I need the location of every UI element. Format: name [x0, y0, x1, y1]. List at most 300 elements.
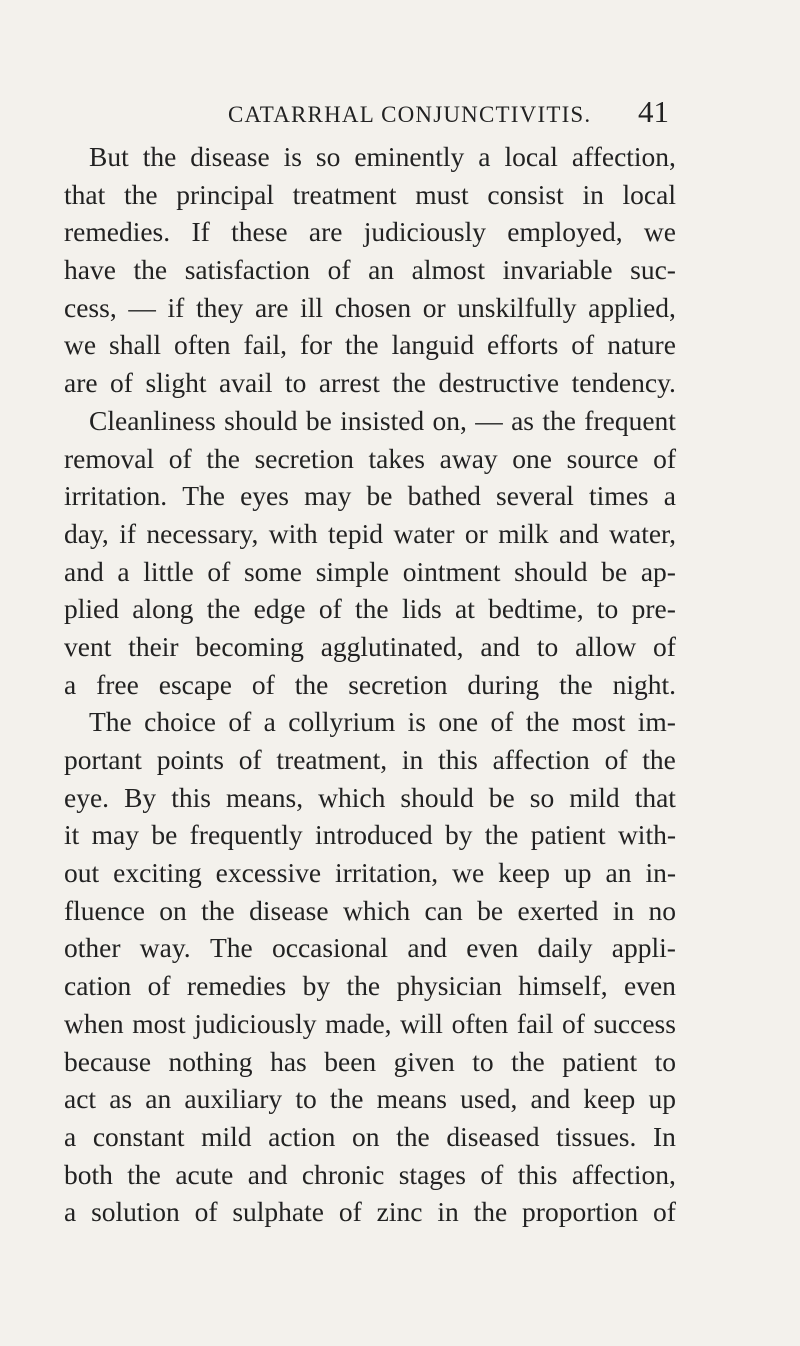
- word: proportion: [522, 1196, 639, 1228]
- word: the: [559, 668, 593, 700]
- word: mild: [201, 1120, 252, 1152]
- word: of: [194, 1196, 218, 1228]
- word: eyes: [240, 480, 289, 512]
- word: disease: [249, 894, 329, 926]
- word: the: [473, 1196, 508, 1228]
- word: can: [424, 894, 463, 926]
- word: free: [96, 668, 139, 700]
- word: daily: [537, 932, 593, 964]
- word: —: [128, 291, 156, 323]
- word: on,: [432, 404, 467, 436]
- word: shall: [109, 329, 161, 361]
- word: frequently: [189, 819, 303, 851]
- word: ointment: [402, 555, 501, 587]
- word: some: [243, 555, 303, 587]
- text-line: [64, 929, 676, 967]
- word: away: [439, 442, 498, 474]
- word: a: [64, 1196, 77, 1228]
- word: at: [454, 593, 475, 625]
- word: of: [561, 1007, 585, 1039]
- word: constant: [92, 1120, 185, 1152]
- word: mild: [569, 781, 620, 813]
- word: and: [480, 630, 521, 662]
- word: introduced: [315, 819, 433, 851]
- word: used,: [460, 1083, 518, 1115]
- word: which: [318, 781, 386, 813]
- word: remedies.: [64, 216, 171, 248]
- word: edge: [253, 593, 306, 625]
- text-line: [64, 213, 676, 251]
- word: nothing: [168, 1045, 253, 1077]
- word: the: [133, 254, 168, 286]
- word: that: [64, 178, 106, 210]
- word: should: [514, 555, 588, 587]
- word: in: [582, 178, 604, 210]
- word: these: [231, 216, 288, 248]
- word: of: [207, 555, 231, 587]
- word: eye.: [64, 781, 110, 813]
- text-line: [64, 553, 676, 591]
- word: an: [145, 1083, 172, 1115]
- word: escape: [158, 668, 233, 700]
- word: tendency.: [571, 367, 676, 399]
- word: with: [268, 517, 318, 549]
- word: on: [159, 894, 187, 926]
- word: this: [517, 1158, 558, 1190]
- word: to: [596, 593, 619, 625]
- word: tepid: [328, 517, 384, 549]
- word: treatment,: [276, 744, 388, 775]
- word: given: [393, 1045, 455, 1077]
- word: because: [64, 1045, 152, 1077]
- word: im-: [637, 706, 676, 738]
- word: are: [254, 291, 289, 323]
- word: the: [392, 367, 426, 399]
- word: employed,: [507, 216, 623, 248]
- word: when: [64, 1007, 124, 1039]
- word: Cleanliness: [89, 404, 216, 436]
- word: that: [634, 781, 676, 813]
- word: arrest: [318, 367, 380, 399]
- word: their: [128, 630, 179, 662]
- word: no: [648, 894, 676, 926]
- word: plied: [64, 593, 119, 625]
- word: the: [294, 668, 329, 700]
- text-line: [64, 779, 676, 817]
- word: often: [173, 329, 231, 361]
- word: necessary,: [146, 517, 259, 549]
- word: and: [247, 1158, 288, 1190]
- word: If: [191, 216, 210, 248]
- word: one: [512, 442, 553, 474]
- word: of: [653, 442, 676, 474]
- word: this: [438, 744, 478, 775]
- word: unskilfully: [457, 291, 577, 323]
- word: chronic: [301, 1158, 385, 1190]
- word: keep: [583, 1083, 636, 1115]
- word: an: [605, 857, 632, 889]
- word: in-: [645, 857, 676, 889]
- word: as: [109, 1083, 133, 1115]
- word: takes: [368, 442, 425, 474]
- word: to: [654, 1045, 676, 1077]
- word: choice: [144, 706, 216, 738]
- word: satisfaction: [184, 254, 310, 286]
- word: The: [89, 706, 132, 738]
- word: to: [536, 630, 559, 662]
- word: along: [132, 593, 194, 625]
- word: patient: [530, 819, 606, 851]
- word: efforts: [487, 329, 559, 361]
- page-number: 41: [638, 94, 669, 129]
- word: a: [117, 555, 130, 587]
- word: By: [124, 781, 157, 813]
- word: be: [151, 819, 178, 851]
- word: success: [593, 1007, 676, 1039]
- word: be: [305, 404, 332, 436]
- word: local: [622, 178, 676, 210]
- word: is: [283, 141, 302, 172]
- word: himself,: [518, 970, 608, 1002]
- text-line: [64, 816, 676, 854]
- word: this: [171, 781, 211, 813]
- word: ap-: [640, 555, 676, 587]
- word: slight: [145, 367, 207, 399]
- word: In: [653, 1120, 676, 1152]
- word: the: [642, 744, 676, 775]
- word: removal: [64, 442, 155, 474]
- word: as: [511, 404, 534, 436]
- word: tissues.: [556, 1120, 637, 1152]
- word: so: [315, 141, 341, 172]
- word: they: [195, 291, 244, 323]
- word: has: [270, 1045, 307, 1077]
- word: up: [564, 857, 592, 889]
- word: becoming: [195, 630, 304, 662]
- word: But: [89, 141, 129, 172]
- text-line: [64, 590, 676, 628]
- word: bathed: [407, 480, 481, 512]
- word: be: [366, 480, 393, 512]
- text-line: [64, 176, 676, 214]
- text-line: [64, 402, 676, 440]
- word: by: [444, 819, 473, 851]
- word: we: [452, 857, 485, 889]
- word: eminently: [354, 141, 465, 172]
- text-line: [64, 364, 676, 402]
- word: affection: [492, 744, 590, 775]
- word: an: [368, 254, 395, 286]
- running-title: CATARRHAL CONJUNCTIVITIS.: [228, 102, 592, 127]
- text-line: [64, 892, 676, 930]
- word: the: [201, 894, 235, 926]
- word: little: [143, 555, 194, 587]
- word: The: [209, 932, 253, 964]
- word: both: [64, 1158, 113, 1190]
- word: avail: [219, 367, 273, 399]
- text-line: [64, 138, 676, 176]
- word: with-: [617, 819, 676, 851]
- word: in: [612, 894, 635, 926]
- text-line: [64, 1156, 676, 1194]
- text-line: [64, 666, 676, 704]
- word: insisted: [340, 404, 425, 436]
- word: cess,: [64, 291, 117, 323]
- word: of: [604, 744, 628, 775]
- word: the: [346, 970, 381, 1002]
- word: day,: [64, 517, 109, 549]
- word: of: [228, 706, 252, 738]
- word: of: [571, 329, 595, 361]
- word: which: [342, 894, 411, 926]
- word: affection,: [571, 141, 676, 172]
- word: should: [400, 781, 474, 813]
- word: irritation.: [64, 480, 168, 512]
- word: most: [571, 706, 626, 738]
- word: in: [401, 744, 424, 775]
- word: points: [156, 744, 224, 775]
- word: affection,: [571, 1158, 676, 1190]
- word: the: [206, 593, 241, 625]
- word: fail: [516, 1007, 554, 1039]
- word: of: [327, 254, 351, 286]
- word: we: [64, 329, 97, 361]
- text-line: [64, 326, 676, 364]
- word: milk: [498, 517, 549, 549]
- word: secretion: [348, 668, 448, 700]
- text-line: [64, 1043, 676, 1081]
- word: by: [302, 970, 331, 1002]
- text-line: [64, 251, 676, 289]
- word: sulphate: [232, 1196, 324, 1228]
- word: nature: [607, 329, 676, 361]
- word: so: [529, 781, 555, 813]
- word: diseased: [446, 1120, 540, 1152]
- word: most: [132, 1007, 186, 1039]
- word: in: [437, 1196, 459, 1228]
- word: solution: [91, 1196, 180, 1228]
- word: portant: [64, 744, 142, 775]
- word: appli-: [611, 932, 676, 964]
- word: the: [345, 329, 379, 361]
- word: we: [643, 216, 676, 248]
- word: and: [407, 932, 448, 964]
- word: treatment: [292, 178, 397, 210]
- word: a: [64, 668, 77, 700]
- word: of: [251, 668, 275, 700]
- word: fluence: [64, 894, 145, 926]
- text-line: [64, 1193, 676, 1231]
- word: the: [484, 819, 519, 851]
- word: of: [147, 970, 171, 1002]
- word: for: [299, 329, 333, 361]
- word: the: [511, 1045, 545, 1077]
- word: be: [601, 555, 628, 587]
- word: of: [338, 1196, 362, 1228]
- word: are: [64, 367, 98, 399]
- word: collyrium: [288, 706, 396, 738]
- word: the: [142, 141, 177, 172]
- word: simple: [315, 555, 390, 587]
- word: water,: [609, 517, 676, 549]
- word: have: [64, 254, 116, 286]
- word: disease: [190, 141, 270, 172]
- word: if: [167, 291, 185, 323]
- word: to: [472, 1045, 494, 1077]
- text-line: [64, 628, 676, 666]
- word: lids: [401, 593, 442, 625]
- word: action: [268, 1120, 336, 1152]
- word: on: [352, 1120, 380, 1152]
- word: judiciously: [194, 1007, 317, 1039]
- word: to: [295, 1083, 317, 1115]
- word: may: [91, 819, 139, 851]
- word: are: [308, 216, 343, 248]
- word: pre-: [631, 593, 676, 625]
- word: auxiliary: [184, 1083, 283, 1115]
- word: the: [123, 178, 158, 210]
- word: out: [64, 857, 100, 889]
- word: made,: [325, 1007, 392, 1039]
- word: applied,: [588, 291, 676, 323]
- word: times: [589, 480, 649, 512]
- word: principal: [176, 178, 274, 210]
- word: agglutinated,: [320, 630, 464, 662]
- word: of: [490, 706, 514, 738]
- word: —: [475, 404, 503, 436]
- word: of: [653, 1196, 676, 1228]
- word: keep: [498, 857, 551, 889]
- word: if: [119, 517, 136, 549]
- word: chosen: [334, 291, 412, 323]
- word: excessive: [215, 857, 322, 889]
- word: is: [407, 706, 426, 738]
- word: will: [400, 1007, 443, 1039]
- word: up: [648, 1083, 676, 1115]
- word: zinc: [376, 1196, 423, 1228]
- word: exerted: [517, 894, 599, 926]
- word: cation: [64, 970, 132, 1002]
- text-line: [64, 1118, 676, 1156]
- running-head: [0, 94, 800, 134]
- text-line: [64, 1080, 676, 1118]
- text-line: [64, 741, 676, 779]
- word: secretion: [254, 442, 354, 474]
- word: be: [477, 894, 504, 926]
- word: occasional: [271, 932, 389, 964]
- word: be: [488, 781, 515, 813]
- text-line: [64, 477, 676, 515]
- word: a: [64, 1120, 77, 1152]
- word: a: [478, 141, 491, 172]
- word: act: [64, 1083, 97, 1115]
- word: acute: [175, 1158, 234, 1190]
- word: or: [422, 291, 446, 323]
- word: fail,: [243, 329, 287, 361]
- word: means: [376, 1083, 447, 1115]
- word: invariable: [502, 254, 613, 286]
- word: during: [467, 668, 540, 700]
- body-text: [64, 138, 676, 1231]
- word: even: [466, 932, 519, 964]
- word: languid: [391, 329, 475, 361]
- word: ill: [300, 291, 324, 323]
- word: almost: [411, 254, 485, 286]
- word: been: [324, 1045, 377, 1077]
- text-line: [64, 854, 676, 892]
- word: exciting: [113, 857, 202, 889]
- word: even: [624, 970, 676, 1002]
- word: destructive: [438, 367, 560, 399]
- word: of: [480, 1158, 504, 1190]
- text-line: [64, 440, 676, 478]
- word: and: [559, 517, 599, 549]
- word: of: [168, 442, 192, 474]
- word: irritation,: [335, 857, 439, 889]
- word: frequent: [584, 404, 676, 436]
- word: often: [451, 1007, 509, 1039]
- word: the: [396, 1120, 430, 1152]
- word: other: [64, 932, 121, 964]
- word: bedtime,: [488, 593, 584, 625]
- word: vent: [64, 630, 112, 662]
- word: water: [393, 517, 455, 549]
- word: a: [263, 706, 276, 738]
- word: way.: [139, 932, 191, 964]
- word: allow: [575, 630, 637, 662]
- word: of: [318, 593, 342, 625]
- word: the: [355, 593, 389, 625]
- word: one: [438, 706, 479, 738]
- text-line: [64, 515, 676, 553]
- word: must: [415, 178, 469, 210]
- word: and: [64, 555, 104, 587]
- word: remedies: [186, 970, 287, 1002]
- text-line: [64, 703, 676, 741]
- word: several: [496, 480, 574, 512]
- word: may: [304, 480, 352, 512]
- word: and: [530, 1083, 571, 1115]
- word: the: [329, 1083, 364, 1115]
- word: The: [182, 480, 225, 512]
- word: physician: [396, 970, 502, 1002]
- word: a: [663, 480, 676, 512]
- word: the: [542, 404, 576, 436]
- word: of: [110, 367, 133, 399]
- word: the: [525, 706, 560, 738]
- text-line: [64, 1005, 676, 1043]
- word: it: [64, 819, 80, 851]
- word: means,: [225, 781, 304, 813]
- word: should: [224, 404, 298, 436]
- text-line: [64, 289, 676, 327]
- word: source: [566, 442, 639, 474]
- word: or: [464, 517, 488, 549]
- word: night.: [612, 668, 676, 700]
- text-line: [64, 967, 676, 1005]
- word: judiciously: [363, 216, 486, 248]
- word: stages: [398, 1158, 466, 1190]
- word: suc-: [630, 254, 676, 286]
- word: patient: [562, 1045, 638, 1077]
- word: of: [653, 630, 676, 662]
- word: consist: [487, 178, 564, 210]
- word: to: [284, 367, 307, 399]
- word: the: [127, 1158, 161, 1190]
- word: the: [206, 442, 240, 474]
- word: of: [238, 744, 262, 775]
- word: local: [504, 141, 558, 172]
